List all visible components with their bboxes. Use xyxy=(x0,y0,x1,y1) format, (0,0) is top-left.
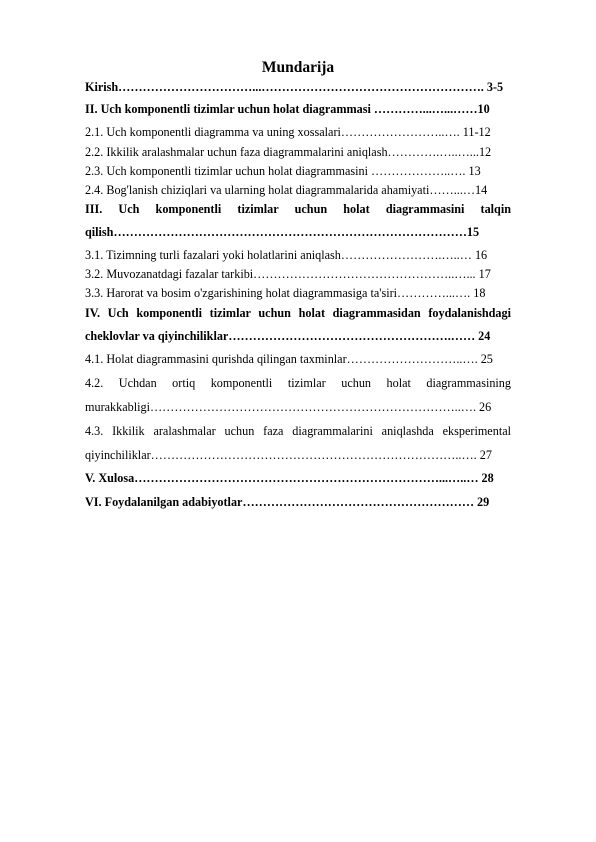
toc-entry-references: VI. Foydalanilgan adabiyotlar………………………………………………… 29 xyxy=(85,495,490,509)
toc-entry-chapter-4-line1: IV. Uch komponentli tizimlar uchun holat diagrammasidan foydalanishdagi xyxy=(85,306,511,320)
toc-entry-chapter-4-line2: cheklovlar va qiyinchiliklar……………………………………………….…… 24 xyxy=(85,329,491,343)
toc-entry-4-3-line2: qiyinchiliklar…………………………………………………………………..…. 27 xyxy=(85,448,492,462)
toc-entry-chapter-3-line1: III. Uch komponentli tizimlar uchun holat diagrammasini talqin xyxy=(85,202,511,216)
toc-entry-4-2-line2: murakkabligi…………………………………………………………………..…. 26 xyxy=(85,400,492,414)
toc-entry-2-4: 2.4. Bog'lanish chiziqlari va ularning holat diagrammalarida ahamiyati……...…14 xyxy=(85,183,488,197)
toc-entry-4-1: 4.1. Holat diagrammasini qurishda qilingan taxminlar………………………..…. 25 xyxy=(85,352,493,366)
toc-entry-3-1: 3.1. Tizimning turli fazalari yoki holatlarini aniqlash…………………….…..… 16 xyxy=(85,248,488,262)
toc-entry-2-3: 2.3. Uch komponentli tizimlar uchun holat diagrammasini ………………..…. 13 xyxy=(85,164,481,178)
toc-entry-chapter-3-line2: qilish……………………………………………………………………………15 xyxy=(85,225,480,239)
toc-entry-3-3: 3.3. Harorat va bosim o'zgarishining holat diagrammasiga ta'siri…………...…. 18 xyxy=(85,286,486,300)
toc-entry-4-2-line1: 4.2. Uchdan ortiq komponentli tizimlar uchun holat diagrammasining xyxy=(85,376,511,390)
toc-entry-3-2: 3.2. Muvozanatdagi fazalar tarkibi…………………………………………..…... 17 xyxy=(85,267,491,281)
toc-entry-intro: Kirish……………………………...………………………………………………. 3-5 xyxy=(85,80,504,94)
toc-entry-2-2: 2.2. Ikkilik aralashmalar uchun faza diagrammalarini aniqlash………….…..…...12 xyxy=(85,145,492,159)
toc-entry-2-1: 2.1. Uch komponentli diagramma va uning xossalari……………………..…. 11-12 xyxy=(85,125,491,139)
toc-entry-chapter-2: II. Uch komponentli tizimlar uchun holat diagrammasi …………...…...……10 xyxy=(85,102,490,116)
toc-entry-conclusion: V. Xulosa…………………………………………………………………...…..… 28 xyxy=(85,471,494,485)
page-title: Mundarija xyxy=(261,59,335,76)
toc-entry-4-3-line1: 4.3. Ikkilik aralashmalar uchun faza diagrammalarini aniqlashda eksperimental xyxy=(85,424,511,438)
